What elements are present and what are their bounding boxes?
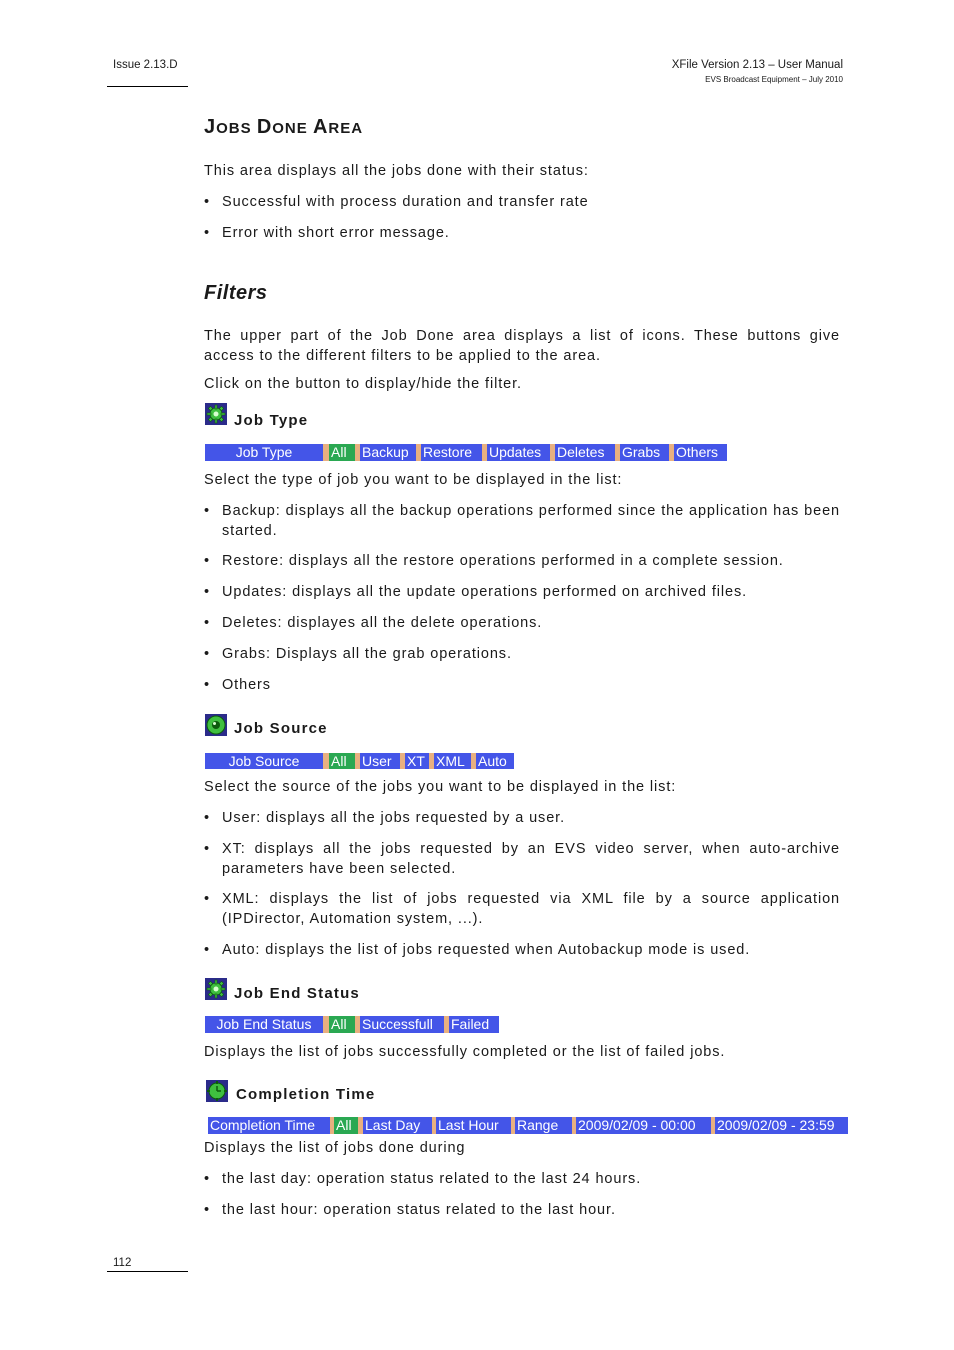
- filters-heading: Filters: [204, 282, 268, 304]
- completion-time-range-button[interactable]: Range: [515, 1117, 572, 1134]
- job-end-status-heading: Job End Status: [234, 985, 360, 1002]
- list-item: • Backup: displays all the backup operations performed since the application has been started.: [204, 503, 840, 539]
- list-item: • Grabs: Displays all the grab operations.: [204, 646, 512, 662]
- list-item: • Error with short error message.: [204, 225, 450, 241]
- job-type-deletes-button[interactable]: Deletes: [555, 444, 615, 461]
- completion-time-heading: Completion Time: [236, 1086, 376, 1103]
- list-item: • Deletes: displayes all the delete operations.: [204, 615, 543, 631]
- list-item: • XT: displays all the jobs requested by an EVS video server, when auto-archive parameters have been selected.: [204, 841, 840, 877]
- section-intro: This area displays all the jobs done with their status:: [204, 163, 589, 179]
- manual-title: XFile Version 2.13 – User Manual: [671, 59, 843, 71]
- list-item: • XML: displays the list of jobs requested via XML file by a source application (IPDirector, Automation system, ...).: [204, 891, 840, 927]
- page-number: 112: [113, 1257, 132, 1269]
- section-title: JOBS DONE AREA: [204, 116, 364, 138]
- job-end-status-label: Job End Status: [205, 1016, 323, 1033]
- completion-time-range-end-field[interactable]: 2009/02/09 - 23:59: [715, 1117, 848, 1134]
- list-item: • Auto: displays the list of jobs requested when Autobackup mode is used.: [204, 942, 751, 958]
- time-filter-icon[interactable]: [206, 1080, 228, 1102]
- job-source-xml-button[interactable]: XML: [434, 753, 471, 769]
- job-end-status-filter-bar: [205, 1016, 499, 1033]
- job-type-all-button[interactable]: All: [329, 444, 355, 461]
- list-item: • Updates: displays all the update operations performed on archived files.: [204, 584, 748, 600]
- job-source-auto-button[interactable]: Auto: [476, 753, 514, 769]
- job-end-status-all-button[interactable]: All: [329, 1016, 355, 1033]
- job-source-user-button[interactable]: User: [360, 753, 400, 769]
- job-source-heading: Job Source: [234, 720, 328, 737]
- completion-time-intro: Displays the list of jobs done during: [204, 1140, 466, 1156]
- job-end-status-failed-button[interactable]: Failed: [449, 1016, 499, 1033]
- job-source-all-button[interactable]: All: [329, 753, 355, 769]
- job-type-intro: Select the type of job you want to be displayed in the list:: [204, 472, 623, 488]
- footer-rule: [107, 1271, 188, 1272]
- job-source-intro: Select the source of the jobs you want to be displayed in the list:: [204, 779, 677, 795]
- job-end-status-successfull-button[interactable]: Successfull: [360, 1016, 444, 1033]
- completion-time-last-day-button[interactable]: Last Day: [363, 1117, 432, 1134]
- completion-time-filter-bar: [208, 1117, 848, 1134]
- job-source-filter-bar: [205, 753, 514, 769]
- job-type-filter-bar: [205, 444, 727, 461]
- list-item: • the last hour: operation status related to the last hour.: [204, 1202, 616, 1218]
- job-source-label: Job Source: [205, 753, 323, 769]
- list-item: • Successful with process duration and transfer rate: [204, 194, 589, 210]
- gear-filter-icon[interactable]: [205, 403, 227, 425]
- job-source-xt-button[interactable]: XT: [405, 753, 429, 769]
- job-type-others-button[interactable]: Others: [674, 444, 727, 461]
- job-type-label: Job Type: [205, 444, 323, 461]
- job-type-heading: Job Type: [234, 412, 309, 429]
- completion-time-label: Completion Time: [208, 1117, 330, 1134]
- source-filter-icon[interactable]: [205, 714, 227, 736]
- job-type-restore-button[interactable]: Restore: [421, 444, 482, 461]
- completion-time-range-start-field[interactable]: 2009/02/09 - 00:00: [576, 1117, 711, 1134]
- list-item: • the last day: operation status related to the last 24 hours.: [204, 1171, 642, 1187]
- job-type-backup-button[interactable]: Backup: [360, 444, 416, 461]
- job-type-updates-button[interactable]: Updates: [487, 444, 550, 461]
- filters-click-note: Click on the button to display/hide the filter.: [204, 376, 522, 392]
- job-type-grabs-button[interactable]: Grabs: [620, 444, 669, 461]
- header-rule: [107, 86, 188, 87]
- list-item: • User: displays all the jobs requested by a user.: [204, 810, 566, 826]
- status-filter-icon[interactable]: [205, 978, 227, 1000]
- job-end-status-description: Displays the list of jobs successfully completed or the list of failed jobs.: [204, 1044, 726, 1060]
- completion-time-all-button[interactable]: All: [334, 1117, 358, 1134]
- filters-intro: The upper part of the Job Done area displays a list of icons. These buttons give access to the different filters to be applied to the area.: [204, 328, 840, 364]
- completion-time-last-hour-button[interactable]: Last Hour: [436, 1117, 511, 1134]
- list-item: • Others: [204, 677, 271, 693]
- issue-label: Issue 2.13.D: [113, 59, 178, 71]
- list-item: • Restore: displays all the restore operations performed in a complete session.: [204, 553, 784, 569]
- manual-subtitle: EVS Broadcast Equipment – July 2010: [705, 75, 843, 84]
